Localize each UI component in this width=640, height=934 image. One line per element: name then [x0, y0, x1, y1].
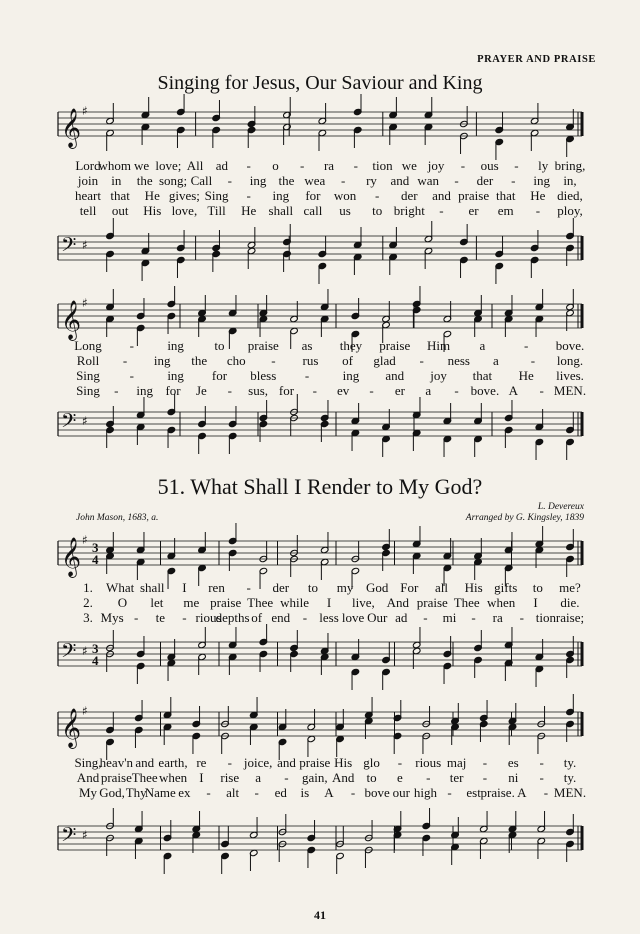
- lyric-syllable: Our: [367, 610, 388, 625]
- lyric-syllable: glo: [363, 755, 380, 770]
- lyric-syllable: He: [241, 203, 257, 218]
- lyric-syllable: -: [246, 158, 251, 173]
- lyric-syllable: all: [434, 580, 448, 595]
- lyric-syllable: -: [246, 188, 251, 203]
- lyric-syllable: MEN.: [553, 383, 587, 398]
- lyric-syllable: A: [508, 383, 518, 398]
- lyric-syllable: -: [114, 383, 119, 398]
- lyric-syllable: What: [106, 580, 135, 595]
- lyric-syllable: less: [319, 610, 339, 625]
- lyric-syllable: -: [454, 383, 459, 398]
- bass-clef-icon: 𝄢: [61, 823, 77, 851]
- lyric-syllable: Thee: [131, 770, 158, 785]
- lyric-syllable: ing: [136, 383, 154, 398]
- lyric-syllable: I: [199, 770, 204, 785]
- time-signature-top: 3: [92, 540, 99, 555]
- lyric-syllable: -: [539, 383, 544, 398]
- lyric-syllable: ry: [366, 173, 377, 188]
- lyric-syllable: re: [196, 755, 207, 770]
- lyric-syllable: te: [155, 610, 165, 625]
- lyric-syllable: -: [129, 338, 134, 353]
- lyric-syllable: He: [144, 188, 160, 203]
- lyric-syllable: is: [300, 785, 310, 800]
- lyric-syllable: a: [479, 338, 486, 353]
- lyric-syllable: mi: [442, 610, 457, 625]
- lyric-syllable: bove.: [555, 338, 585, 353]
- lyric-syllable: ren: [208, 580, 225, 595]
- lyric-syllable: Thy: [125, 785, 147, 800]
- time-signature-bottom: 4: [92, 552, 99, 567]
- lyric-syllable: -: [122, 353, 128, 368]
- lyric-syllable: MEN.: [553, 785, 587, 800]
- lyric-syllable: All: [186, 158, 204, 173]
- lyric-line: [0, 610, 640, 625]
- lyric-syllable: praise: [247, 338, 279, 353]
- lyric-syllable: die.: [560, 595, 580, 610]
- lyric-syllable: song;: [158, 173, 188, 188]
- lyric-syllable: shall: [268, 203, 294, 218]
- lyric-syllable: o: [272, 158, 279, 173]
- lyric-syllable: and: [277, 755, 296, 770]
- lyric-syllable: Thee: [247, 595, 274, 610]
- lyric-syllable: rious: [195, 610, 222, 625]
- lyric-syllable: -: [312, 383, 317, 398]
- lyric-syllable: -: [482, 755, 488, 770]
- lyric-syllable: for: [165, 383, 181, 398]
- lyric-syllable: I: [182, 580, 187, 595]
- words-credit: John Mason, 1683, a.: [76, 513, 159, 523]
- hymn-title-previous: Singing for Jesus, Our Saviour and King: [157, 72, 483, 94]
- lyric-syllable: Thee: [453, 595, 480, 610]
- lyric-syllable: rus: [302, 353, 319, 368]
- lyric-syllable: wea: [304, 173, 326, 188]
- bass-clef-icon: 𝄢: [61, 233, 77, 261]
- lyric-syllable: -: [535, 203, 541, 218]
- key-signature-sharp-icon: ♯: [82, 704, 88, 718]
- lyric-syllable: ty.: [563, 770, 577, 785]
- lyric-syllable: -: [524, 338, 529, 353]
- bass-staff: [0, 398, 640, 458]
- lyric-syllable: we: [401, 158, 417, 173]
- lyric-syllable: and: [432, 188, 451, 203]
- lyric-syllable: praise.: [480, 785, 515, 800]
- lyric-syllable: He: [518, 368, 534, 383]
- lyric-syllable: love;: [155, 158, 182, 173]
- lyric-line: [0, 383, 640, 398]
- lyric-syllable: cho: [226, 353, 246, 368]
- lyric-syllable: my: [336, 580, 354, 595]
- lyric-line: [0, 188, 640, 203]
- lyric-line: [0, 580, 640, 595]
- lyric-syllable: Sing: [76, 368, 100, 383]
- lyric-syllable: O: [117, 595, 128, 610]
- lyric-syllable: whom: [98, 158, 132, 173]
- lyric-syllable: Him: [426, 338, 451, 353]
- lyric-syllable: ing: [342, 368, 360, 383]
- lyric-syllable: ing: [249, 173, 267, 188]
- lyric-syllable: -: [227, 755, 232, 770]
- lyric-syllable: wan: [417, 173, 440, 188]
- lyric-syllable: praise: [299, 755, 331, 770]
- lyric-syllable: Till: [207, 203, 226, 218]
- lyric-line: [0, 368, 640, 383]
- lyric-line: [0, 595, 640, 610]
- lyric-syllable: praise: [100, 770, 132, 785]
- lyric-block: [0, 580, 640, 625]
- lyric-syllable: bright: [393, 203, 425, 218]
- lyric-syllable: as: [301, 338, 313, 353]
- lyric-syllable: in,: [563, 173, 577, 188]
- lyric-syllable: -: [482, 770, 488, 785]
- lyric-syllable: -: [182, 610, 187, 625]
- lyric-syllable: when: [487, 595, 516, 610]
- lyric-syllable: gain,: [301, 770, 328, 785]
- lyric-syllable: -: [530, 353, 536, 368]
- lyric-syllable: -: [460, 158, 466, 173]
- lyric-syllable: And: [386, 595, 410, 610]
- lyric-syllable: em: [497, 203, 514, 218]
- lyric-syllable: Sing: [76, 383, 100, 398]
- lyric-syllable: -: [134, 610, 139, 625]
- lyric-syllable: a: [492, 353, 499, 368]
- key-signature-sharp-icon: ♯: [82, 238, 88, 252]
- lyric-syllable: ing: [153, 353, 171, 368]
- lyric-syllable: -: [514, 158, 519, 173]
- lyric-syllable: His: [464, 580, 483, 595]
- lyric-syllable: maj: [446, 755, 467, 770]
- lyric-syllable: est: [466, 785, 481, 800]
- lyric-syllable: praise: [379, 338, 411, 353]
- lyric-syllable: praise: [210, 595, 242, 610]
- lyric-syllable: and: [385, 368, 405, 383]
- lyric-syllable: e: [396, 770, 403, 785]
- lyric-syllable: ing: [533, 173, 550, 188]
- lyric-syllable: our: [392, 785, 410, 800]
- lyric-syllable: -: [246, 580, 251, 595]
- lyric-syllable: shall: [139, 580, 165, 595]
- lyric-syllable: me?: [559, 580, 581, 595]
- lyric-syllable: to: [307, 580, 318, 595]
- treble-staff: [0, 527, 640, 587]
- key-signature-sharp-icon: ♯: [82, 533, 88, 547]
- lyric-syllable: -: [439, 203, 444, 218]
- lyric-syllable: to: [366, 770, 377, 785]
- lyric-syllable: bove.: [470, 383, 500, 398]
- lyric-syllable: ing: [272, 188, 290, 203]
- lyric-syllable: we: [133, 158, 150, 173]
- lyric-syllable: gifts: [494, 580, 518, 595]
- lyric-syllable: us: [339, 203, 351, 218]
- lyric-syllable: -: [511, 173, 516, 188]
- lyric-syllable: gives;: [168, 188, 200, 203]
- lyric-syllable: -: [454, 173, 459, 188]
- lyric-syllable: A: [324, 785, 334, 800]
- lyric-syllable: 2.: [83, 595, 93, 610]
- lyric-syllable: glad: [373, 353, 396, 368]
- lyric-syllable: raise;: [555, 610, 585, 625]
- lyric-syllable: join: [77, 173, 99, 188]
- time-signature-bottom: 4: [92, 653, 99, 668]
- lyric-syllable: ing: [167, 338, 184, 353]
- lyric-syllable: sus,: [248, 383, 269, 398]
- lyric-syllable: to: [532, 580, 543, 595]
- lyric-syllable: ter: [449, 770, 464, 785]
- lyric-syllable: er: [394, 383, 405, 398]
- time-signature-top: 3: [92, 641, 99, 656]
- lyric-syllable: And: [76, 770, 100, 785]
- lyric-line: [0, 770, 640, 785]
- lyric-syllable: call: [303, 203, 323, 218]
- lyric-syllable: Mys: [100, 610, 124, 625]
- key-signature-sharp-icon: ♯: [82, 104, 88, 118]
- lyric-syllable: for: [305, 188, 321, 203]
- lyric-syllable: joice,: [243, 755, 273, 770]
- lyric-syllable: I: [533, 595, 538, 610]
- lyric-syllable: -: [284, 770, 289, 785]
- lyric-syllable: -: [539, 770, 544, 785]
- lyric-syllable: praise: [458, 188, 490, 203]
- lyric-syllable: Name: [144, 785, 176, 800]
- lyric-syllable: -: [206, 785, 211, 800]
- lyric-syllable: ness: [447, 353, 470, 368]
- bass-staff: [0, 628, 640, 688]
- lyric-syllable: of: [251, 610, 263, 625]
- treble-staff: [0, 98, 640, 158]
- lyric-syllable: Sing: [204, 188, 229, 203]
- lyric-syllable: a: [425, 383, 432, 398]
- treble-clef-icon: 𝄞: [61, 708, 82, 748]
- lyric-syllable: God: [365, 580, 389, 595]
- lyric-syllable: of: [342, 353, 353, 368]
- lyric-syllable: -: [254, 785, 259, 800]
- hymn-title: [0, 474, 640, 500]
- lyric-syllable: to: [214, 338, 225, 353]
- lyric-syllable: He: [530, 188, 546, 203]
- lyric-syllable: Sing,: [74, 755, 102, 770]
- treble-clef-icon: 𝄞: [61, 300, 82, 340]
- lyric-syllable: earth,: [158, 755, 188, 770]
- lyric-syllable: -: [447, 785, 452, 800]
- lyric-syllable: -: [353, 158, 358, 173]
- lyric-syllable: when: [158, 770, 188, 785]
- lyric-syllable: depths: [215, 610, 250, 625]
- lyric-syllable: I: [326, 595, 332, 610]
- lyric-syllable: that: [472, 368, 493, 383]
- page-number: 41: [314, 908, 326, 922]
- lyric-syllable: -: [426, 770, 431, 785]
- bass-clef-icon: 𝄢: [61, 409, 77, 437]
- lyric-syllable: -: [227, 383, 232, 398]
- lyric-syllable: the: [191, 353, 208, 368]
- lyric-syllable: -: [304, 368, 310, 383]
- lyric-syllable: they: [339, 338, 363, 353]
- lyric-syllable: live,: [352, 595, 375, 610]
- lyric-syllable: -: [397, 755, 403, 770]
- lyric-syllable: For: [400, 580, 419, 595]
- lyric-line: [0, 203, 640, 218]
- lyric-syllable: -: [539, 755, 544, 770]
- lyric-syllable: the: [278, 173, 295, 188]
- lyric-syllable: Je: [195, 383, 207, 398]
- lyric-syllable: in: [111, 173, 122, 188]
- treble-clef-icon: 𝄞: [61, 108, 82, 148]
- lyric-syllable: out: [111, 203, 129, 218]
- lyric-syllable: end: [271, 610, 291, 625]
- hymn-number: 51.: [157, 474, 186, 499]
- lyric-syllable: -: [350, 785, 356, 800]
- lyric-syllable: And: [331, 770, 355, 785]
- lyric-syllable: and: [390, 173, 410, 188]
- composer-credit: L. Devereux: [537, 502, 584, 512]
- lyric-syllable: er: [468, 203, 479, 218]
- lyric-syllable: ad: [395, 610, 408, 625]
- lyric-line: [0, 755, 640, 770]
- lyric-syllable: -: [543, 785, 549, 800]
- lyric-syllable: -: [302, 610, 308, 625]
- lyric-syllable: -: [369, 383, 374, 398]
- lyric-syllable: rious: [415, 755, 442, 770]
- lyric-syllable: rise: [220, 770, 240, 785]
- lyric-syllable: ad: [215, 158, 229, 173]
- lyric-syllable: A: [517, 785, 527, 800]
- lyric-syllable: lives.: [556, 368, 584, 383]
- lyric-syllable: a: [255, 770, 261, 785]
- lyric-syllable: ous: [480, 158, 499, 173]
- lyric-syllable: let: [150, 595, 164, 610]
- lyric-syllable: My: [78, 785, 98, 800]
- lyric-syllable: ploy,: [557, 203, 583, 218]
- lyric-syllable: love: [341, 610, 365, 625]
- treble-staff: [0, 698, 640, 758]
- key-signature-sharp-icon: ♯: [82, 414, 88, 428]
- key-signature-sharp-icon: ♯: [82, 828, 88, 842]
- key-signature-sharp-icon: ♯: [82, 296, 88, 310]
- lyric-syllable: and: [135, 755, 155, 770]
- arranger-credit: Arranged by G. Kingsley, 1839: [465, 513, 584, 523]
- lyric-syllable: ra: [492, 610, 503, 625]
- lyric-syllable: -: [375, 188, 380, 203]
- lyric-syllable: 3.: [83, 610, 93, 625]
- lyric-syllable: that: [495, 188, 516, 203]
- lyric-line: [0, 338, 640, 353]
- lyric-syllable: tell: [79, 203, 97, 218]
- lyric-syllable: tion: [535, 610, 557, 625]
- section-label: PRAYER AND PRAISE: [477, 54, 596, 65]
- lyric-syllable: His: [334, 755, 353, 770]
- lyric-line: [0, 173, 640, 188]
- lyric-syllable: -: [341, 173, 346, 188]
- lyric-syllable: heart: [75, 188, 101, 203]
- lyric-syllable: der: [401, 188, 418, 203]
- lyric-syllable: ing: [167, 368, 184, 383]
- bass-staff: [0, 812, 640, 872]
- lyric-syllable: while: [280, 595, 310, 610]
- lyric-syllable: ex: [178, 785, 191, 800]
- lyric-syllable: alt: [226, 785, 240, 800]
- lyric-syllable: ev: [337, 383, 350, 398]
- lyric-syllable: the: [136, 173, 153, 188]
- lyric-line: [0, 158, 640, 173]
- lyric-syllable: praise: [416, 595, 448, 610]
- lyric-syllable: for: [211, 368, 228, 383]
- lyric-syllable: 1.: [83, 580, 93, 595]
- lyric-syllable: God,: [99, 785, 125, 800]
- bass-clef-icon: 𝄢: [61, 639, 77, 667]
- lyric-syllable: -: [271, 353, 276, 368]
- lyric-line: [0, 785, 640, 800]
- lyric-syllable: -: [300, 158, 305, 173]
- lyric-syllable: -: [471, 610, 476, 625]
- lyric-syllable: -: [419, 353, 424, 368]
- lyric-syllable: tion: [372, 158, 393, 173]
- lyric-syllable: der: [476, 173, 494, 188]
- lyric-block: [0, 158, 640, 218]
- lyric-syllable: ed: [274, 785, 287, 800]
- lyric-syllable: won: [333, 188, 357, 203]
- lyric-syllable: Long: [74, 338, 102, 353]
- lyric-syllable: -: [129, 368, 134, 383]
- lyric-syllable: bless: [250, 368, 277, 383]
- lyric-syllable: joy: [427, 158, 445, 173]
- lyric-syllable: long.: [556, 353, 584, 368]
- lyric-syllable: me: [183, 595, 200, 610]
- lyric-syllable: to: [372, 203, 383, 218]
- bass-staff: [0, 222, 640, 282]
- lyric-syllable: for: [278, 383, 295, 398]
- lyric-syllable: der: [272, 580, 290, 595]
- lyric-syllable: His: [143, 203, 162, 218]
- treble-clef-icon: 𝄞: [61, 537, 82, 577]
- lyric-syllable: bring,: [554, 158, 586, 173]
- lyric-syllable: died,: [557, 188, 583, 203]
- lyric-syllable: heav'n: [99, 755, 134, 770]
- hymn-title-text: What Shall I Render to My God?: [190, 474, 483, 499]
- lyric-syllable: es: [507, 755, 519, 770]
- lyric-syllable: bove: [364, 785, 390, 800]
- lyric-syllable: Call: [190, 173, 213, 188]
- lyric-syllable: that: [110, 188, 130, 203]
- lyric-line: [0, 353, 640, 368]
- lyric-syllable: ra: [323, 158, 335, 173]
- lyric-syllable: -: [227, 173, 232, 188]
- lyric-syllable: -: [423, 610, 428, 625]
- lyric-block: [0, 338, 640, 398]
- lyric-block: [0, 755, 640, 800]
- lyric-syllable: love,: [171, 203, 198, 218]
- lyric-syllable: Lord: [75, 158, 101, 173]
- lyric-syllable: joy: [430, 368, 447, 383]
- lyric-syllable: high: [413, 785, 437, 800]
- key-signature-sharp-icon: ♯: [82, 644, 88, 658]
- lyric-syllable: Roll: [76, 353, 100, 368]
- lyric-syllable: ly: [538, 158, 549, 173]
- lyric-syllable: -: [519, 610, 524, 625]
- lyric-syllable: ty.: [563, 755, 577, 770]
- lyric-syllable: ni: [508, 770, 519, 785]
